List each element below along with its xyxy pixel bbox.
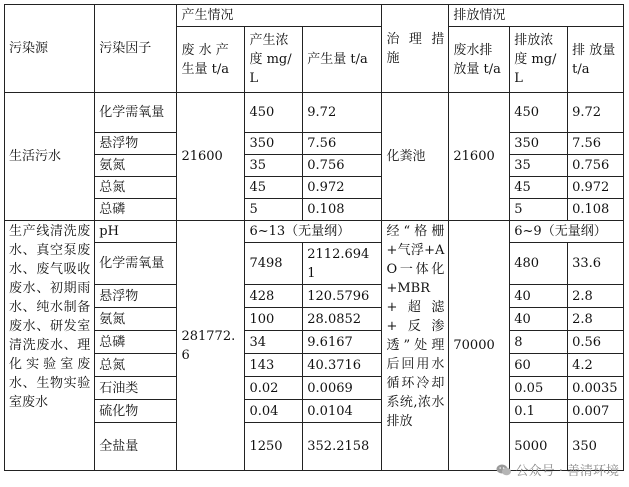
dis-conc-cell: 5	[510, 199, 568, 221]
gen-conc-cell: 100	[245, 308, 303, 331]
gen-amount-cell: 7.56	[303, 133, 382, 155]
factor-cell: 总氮	[95, 177, 177, 199]
factor-cell: 悬浮物	[95, 133, 177, 155]
dis-conc-cell: 45	[510, 177, 568, 199]
gen-amount-cell: 0.0104	[303, 400, 382, 423]
ph-gen-cell: 6~13（无量纲）	[245, 221, 382, 243]
dis-amount-cell: 7.56	[568, 133, 624, 155]
dis-conc-cell: 450	[510, 93, 568, 133]
factor-cell: 石油类	[95, 377, 177, 400]
gen-amount-cell: 0.0069	[303, 377, 382, 400]
gen-amount-cell: 352.2158	[303, 423, 382, 471]
factor-cell: 氨氮	[95, 155, 177, 177]
gen-amount-cell: 9.72	[303, 93, 382, 133]
gen-amount-cell: 120.5796	[303, 285, 382, 308]
gen-amount-cell: 28.0852	[303, 308, 382, 331]
gen-amount-cell: 0.108	[303, 199, 382, 221]
gen-conc-cell: 35	[245, 155, 303, 177]
dis-amount-cell: 350	[568, 423, 624, 471]
dis-amount-cell: 0.007	[568, 400, 624, 423]
dis-conc-cell: 40	[510, 308, 568, 331]
factor-cell: 硫化物	[95, 400, 177, 423]
table-row	[5, 199, 624, 221]
gen-conc-cell: 450	[245, 93, 303, 133]
dis-amount-cell: 0.972	[568, 177, 624, 199]
dis-conc-cell: 8	[510, 331, 568, 354]
gen-conc-cell: 428	[245, 285, 303, 308]
source-cell: 生产线清洗废水、真空泵废水、废气吸收废水、初期雨水、纯水制备废水、研发室清洗废水、理化实验室废水、生物实验室废水	[5, 221, 95, 471]
gen-amount-cell: 2112.6941	[303, 243, 382, 285]
table-row	[5, 285, 624, 308]
dis-amount-cell: 0.56	[568, 331, 624, 354]
header-gen-conc: 产生浓度 mg/L	[245, 27, 303, 93]
table-row	[5, 133, 624, 155]
dis-conc-cell: 60	[510, 354, 568, 377]
header-gen-amount: 产生量 t/a	[303, 27, 382, 93]
treatment-cell: 经“格栅+气浮+AO一体化+MBR+超滤+反渗透”处理后回用水循环冷却系统,浓水排放	[382, 221, 449, 471]
table-row	[5, 93, 624, 133]
table-row	[5, 177, 624, 199]
gen-amount-cell: 0.756	[303, 155, 382, 177]
header-dis-ww: 废水排放量 t/a	[449, 27, 510, 93]
table-row	[5, 331, 624, 354]
dis-conc-cell: 350	[510, 133, 568, 155]
gen-conc-cell: 45	[245, 177, 303, 199]
factor-cell: 总氮	[95, 354, 177, 377]
header-row-1	[5, 5, 624, 27]
source-cell: 生活污水	[5, 93, 95, 221]
wechat-icon	[496, 463, 512, 477]
dis-amount-cell: 33.6	[568, 243, 624, 285]
dis-amount-cell: 2.8	[568, 285, 624, 308]
header-factor: 污染因子	[95, 5, 177, 93]
dis-ww-cell: 21600	[449, 93, 510, 221]
gen-amount-cell: 40.3716	[303, 354, 382, 377]
table-row	[5, 377, 624, 400]
dis-conc-cell: 5000	[510, 423, 568, 471]
header-gen-ww: 废 水 产生量 t/a	[177, 27, 245, 93]
treatment-cell: 化粪池	[382, 93, 449, 221]
ph-dis-cell: 6~9（无量纲）	[510, 221, 624, 243]
gen-conc-cell: 0.02	[245, 377, 303, 400]
dis-ww-cell: 70000	[449, 221, 510, 471]
table-row	[5, 308, 624, 331]
table-row	[5, 155, 624, 177]
factor-cell: 化学需氧量	[95, 243, 177, 285]
gen-amount-cell: 9.6167	[303, 331, 382, 354]
header-dis-amount: 排 放量 t/a	[568, 27, 624, 93]
factor-cell: pH	[95, 221, 177, 243]
gen-ww-cell: 281772.6	[177, 221, 245, 471]
dis-conc-cell: 0.1	[510, 400, 568, 423]
dis-conc-cell: 480	[510, 243, 568, 285]
header-dis-conc: 排放浓度 mg/L	[510, 27, 568, 93]
dis-amount-cell: 0.108	[568, 199, 624, 221]
gen-conc-cell: 0.04	[245, 400, 303, 423]
dis-amount-cell: 4.2	[568, 354, 624, 377]
header-discharge: 排放情况	[449, 5, 624, 27]
factor-cell: 氨氮	[95, 308, 177, 331]
gen-conc-cell: 34	[245, 331, 303, 354]
table-row	[5, 221, 624, 243]
dis-amount-cell: 9.72	[568, 93, 624, 133]
gen-conc-cell: 5	[245, 199, 303, 221]
factor-cell: 悬浮物	[95, 285, 177, 308]
dis-conc-cell: 40	[510, 285, 568, 308]
factor-cell: 总磷	[95, 331, 177, 354]
gen-conc-cell: 143	[245, 354, 303, 377]
header-generation: 产生情况	[177, 5, 382, 27]
gen-conc-cell: 7498	[245, 243, 303, 285]
gen-conc-cell: 350	[245, 133, 303, 155]
dis-amount-cell: 2.8	[568, 308, 624, 331]
dis-amount-cell: 0.756	[568, 155, 624, 177]
dis-conc-cell: 0.05	[510, 377, 568, 400]
header-treatment: 治 理 措施	[382, 5, 449, 93]
table-row	[5, 243, 624, 285]
dis-conc-cell: 35	[510, 155, 568, 177]
factor-cell: 全盐量	[95, 423, 177, 471]
factor-cell: 化学需氧量	[95, 93, 177, 133]
watermark-text: 公众号 · 善清环境	[515, 464, 619, 479]
factor-cell: 总磷	[95, 199, 177, 221]
pollution-table	[4, 4, 624, 471]
gen-conc-cell: 1250	[245, 423, 303, 471]
header-source: 污染源	[5, 5, 95, 93]
watermark	[496, 460, 619, 479]
gen-ww-cell: 21600	[177, 93, 245, 221]
dis-amount-cell: 0.0035	[568, 377, 624, 400]
table-row	[5, 354, 624, 377]
table-row	[5, 400, 624, 423]
gen-amount-cell: 0.972	[303, 177, 382, 199]
